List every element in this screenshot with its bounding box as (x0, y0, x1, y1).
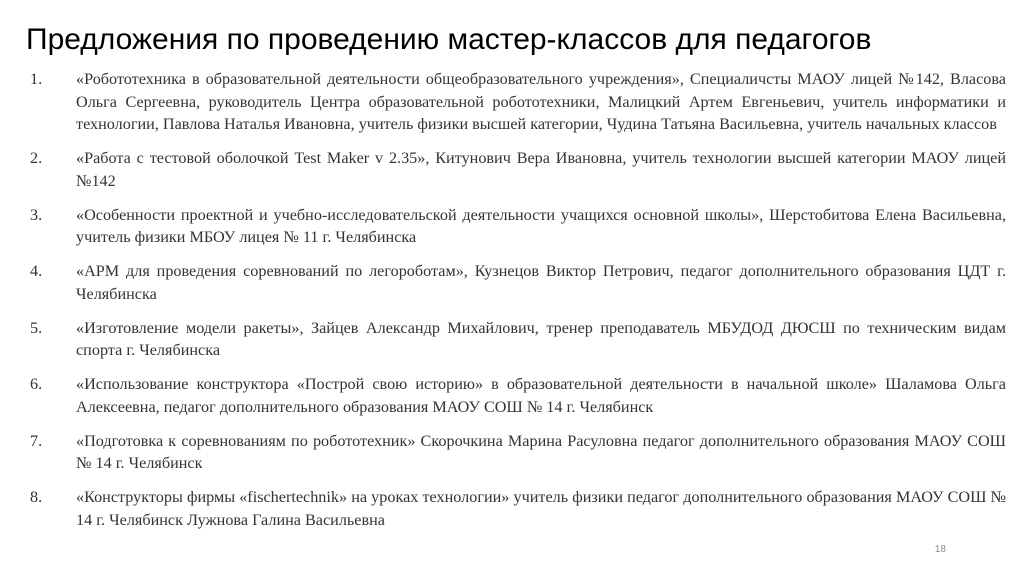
list-item (30, 430, 1006, 475)
list-item-number: 1. (30, 70, 43, 88)
list-item (30, 317, 1006, 362)
list-item (30, 373, 1006, 418)
list-item-text: «Особенности проектной и учебно-исследовательской деятельности учащихся основной школы», Шерстобитова Елена Васильевна, учитель физики МБОУ лицея № 11 г. Челябинска (76, 205, 1006, 246)
list-item-text: «Работа с тестовой оболочкой Test Maker v 2.35», Китунович Вера Ивановна, учитель технологии высшей категории МАОУ лицей №142 (76, 149, 1006, 190)
list-item-text: «Подготовка к соревнованиям по робототехник» Скорочкина Марина Расуловна педагог дополнительного образования МАОУ СОШ № 14 г. Челябинск (76, 431, 1006, 472)
list-item-text: «Конструкторы фирмы «fischertechnik» на уроках технологии» учитель физики педагог дополнительного образования МАОУ СОШ № 14 г. Челябинск Лужнова Галина Васильевна (76, 488, 1006, 529)
list-item-number: 5. (30, 318, 43, 337)
list-item-number: 3. (30, 205, 43, 224)
list-item (30, 260, 1006, 305)
list-item-number: 2. (30, 149, 43, 167)
list-item-number: 6. (30, 375, 43, 393)
list-item (30, 147, 1006, 192)
list-item (30, 68, 1006, 136)
list-item-number: 8. (30, 488, 43, 506)
list-item-text: «Изготовление модели ракеты», Зайцев Александр Михайлович, тренер преподаватель МБУДОД ДЮСШ по техническим видам спорта г. Челябинска (76, 318, 1006, 359)
page-number: 18 (934, 544, 946, 555)
list-item-number: 7. (30, 431, 43, 450)
list-item (30, 486, 1006, 531)
list-item-text: «АРМ для проведения соревнований по легороботам», Кузнецов Виктор Петрович, педагог дополнительного образования ЦДТ г. Челябинска (76, 262, 1006, 303)
list-item-text: «Использование конструктора «Построй свою историю» в образовательной деятельности в начальной школе» Шаламова Ольга Алексеевна, педагог дополнительного образования МАОУ СОШ № 14 г. Челябинск (76, 375, 1006, 416)
master-class-list (30, 68, 1006, 543)
list-item (30, 204, 1006, 249)
list-item-number: 4. (30, 262, 43, 280)
list-item-text: «Робототехника в образовательной деятельности общеобразовательного учреждения», Специаличсты МАОУ лицей №142, Власова Ольга Сергеевна, руководитель Центра образовательной робототехники, Малицкий Артем Евгеньевич, учитель информатики и технологии, Павлова Наталья Ивановна, учитель физики высшей категории, Чудина Татьяна Васильевна, учитель начальных классов (76, 70, 1006, 133)
slide-title: Предложения по проведению мастер-классов для педагогов (26, 23, 872, 56)
